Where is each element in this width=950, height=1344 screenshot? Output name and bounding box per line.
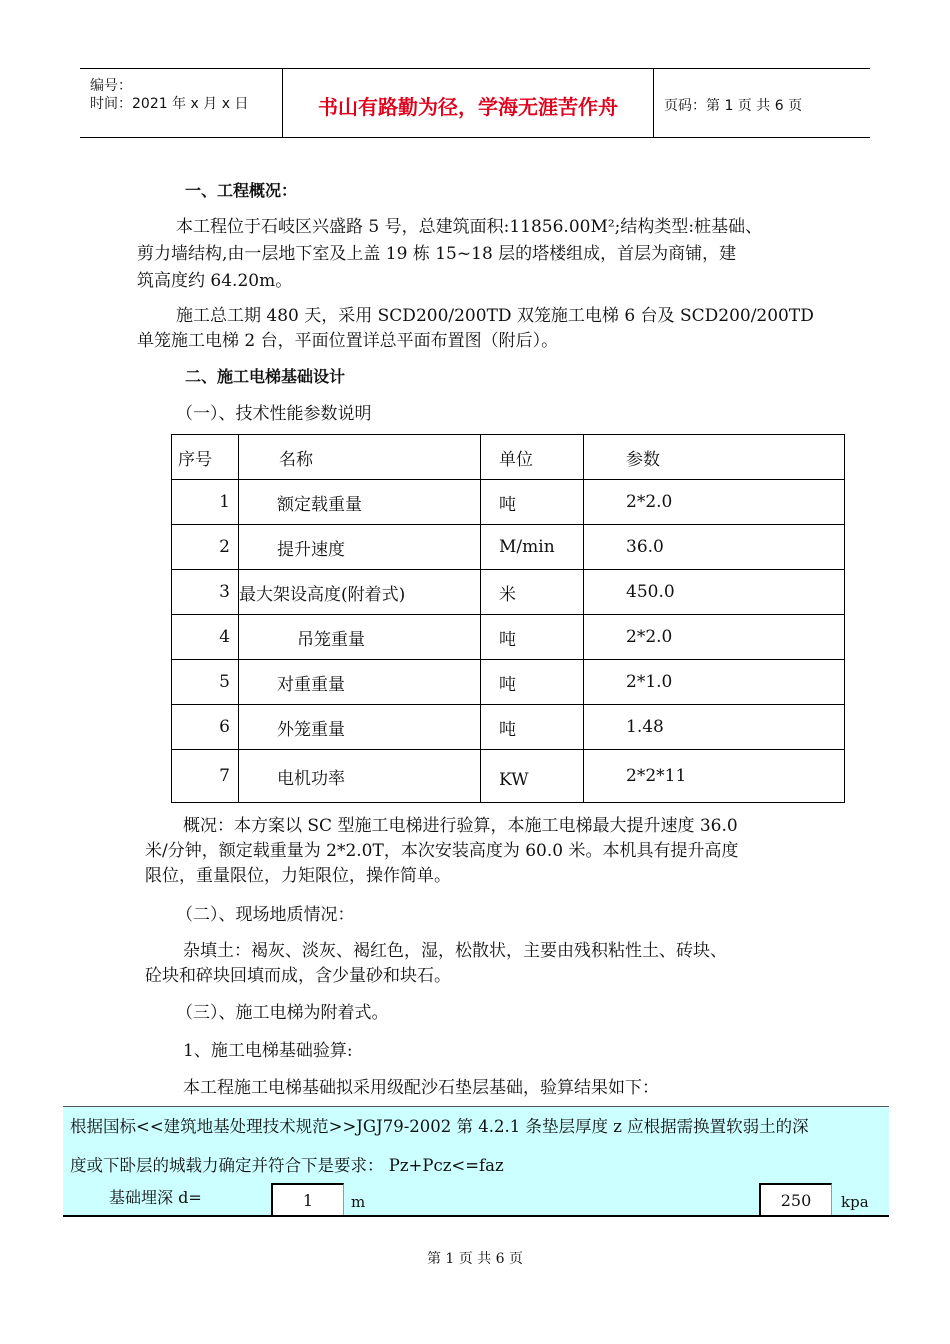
row-value: 2*1.0 bbox=[584, 660, 845, 705]
overview-line1: 概况：本方案以 SC 型施工电梯进行验算，本施工电梯最大提升速度 36.0 bbox=[183, 816, 738, 836]
calc-title: 1、施工电梯基础验算: bbox=[183, 1041, 353, 1061]
row-value: 1.48 bbox=[584, 705, 845, 750]
table-header-row bbox=[172, 435, 845, 480]
time-label: 时间：2021 年 x 月 x 日 bbox=[90, 96, 249, 112]
s1-para1-line2: 剪力墙结构,由一层地下室及上盖 19 栋 15~18 层的塔楼组成，首层为商铺，建 bbox=[137, 244, 737, 264]
table-row bbox=[172, 480, 845, 525]
calc-intro: 本工程施工电梯基础拟采用级配沙石垫层基础，验算结果如下： bbox=[183, 1078, 659, 1098]
section-1-title: 一、工程概况： bbox=[185, 181, 298, 200]
s1-para2-line2: 单笼施工电梯 2 台，平面位置详总平面布置图（附后）。 bbox=[137, 331, 559, 351]
header-page-cell bbox=[654, 69, 870, 137]
bearing-value-cell[interactable]: 250 bbox=[759, 1183, 832, 1215]
row-no: 7 bbox=[172, 750, 239, 803]
depth-value-cell[interactable]: 1 bbox=[271, 1183, 344, 1215]
subsection-2-title: （二）、现场地质情况： bbox=[176, 905, 355, 925]
depth-label: 基础埋深 d= bbox=[109, 1188, 202, 1207]
overview-line3: 限位，重量限位，力矩限位，操作简单。 bbox=[145, 866, 451, 886]
row-name: 对重重量 bbox=[239, 660, 481, 705]
row-name: 电机功率 bbox=[239, 750, 481, 803]
row-unit: M/min bbox=[481, 525, 584, 570]
row-no: 1 bbox=[172, 480, 239, 525]
header-motto-cell bbox=[283, 69, 654, 137]
row-unit: 吨 bbox=[481, 480, 584, 525]
subsection-3-title: （三）、施工电梯为附着式。 bbox=[176, 1003, 389, 1023]
geology-line1: 杂填土：褐灰、淡灰、褐红色，湿，松散状，主要由残积粘性土、砖块、 bbox=[183, 941, 727, 961]
row-name: 吊笼重量 bbox=[239, 615, 481, 660]
header-value: 参数 bbox=[584, 435, 845, 480]
page-header bbox=[80, 68, 870, 138]
row-unit: KW bbox=[481, 750, 584, 803]
table-row bbox=[172, 525, 845, 570]
row-name: 外笼重量 bbox=[239, 705, 481, 750]
header-meta-cell bbox=[80, 69, 283, 137]
row-name: 额定载重量 bbox=[239, 480, 481, 525]
bearing-unit: kpa bbox=[841, 1193, 869, 1211]
row-no: 6 bbox=[172, 705, 239, 750]
s1-para1-line1: 本工程位于石岐区兴盛路 5 号，总建筑面积:11856.00M²;结构类型:桩基础、 bbox=[176, 217, 763, 237]
row-value: 450.0 bbox=[584, 570, 845, 615]
row-value: 2*2.0 bbox=[584, 480, 845, 525]
table-row bbox=[172, 660, 845, 705]
row-unit: 吨 bbox=[481, 615, 584, 660]
table-row bbox=[172, 570, 845, 615]
overview-line2: 米/分钟，额定载重量为 2*2.0T，本次安装高度为 60.0 米。本机具有提升高度 bbox=[145, 841, 739, 861]
row-value: 2*2.0 bbox=[584, 615, 845, 660]
s1-para1-line3: 筑高度约 64.20m。 bbox=[137, 271, 293, 291]
row-name: 提升速度 bbox=[239, 525, 481, 570]
table-row bbox=[172, 750, 845, 803]
row-unit: 吨 bbox=[481, 660, 584, 705]
depth-unit: m bbox=[351, 1193, 366, 1211]
row-unit: 米 bbox=[481, 570, 584, 615]
geology-line2: 砼块和碎块回填而成，含少量砂和块石。 bbox=[145, 966, 451, 986]
calc-strip-line1: 根据国标<<建筑地基处理技术规范>>JGJ79-2002 第 4.2.1 条垫层厚度 z 应根据需换置软弱土的深 bbox=[70, 1117, 809, 1136]
page-label: 页码：第 1 页 共 6 页 bbox=[664, 98, 803, 114]
table-row bbox=[172, 615, 845, 660]
row-value: 36.0 bbox=[584, 525, 845, 570]
row-name: 最大架设高度(附着式) bbox=[239, 570, 481, 615]
row-no: 4 bbox=[172, 615, 239, 660]
calc-strip-line2: 度或下卧层的城载力确定并符合下是要求： Pz+Pcz<=faz bbox=[70, 1156, 504, 1175]
header-no: 序号 bbox=[172, 435, 239, 480]
row-no: 3 bbox=[172, 570, 239, 615]
s1-para2-line1: 施工总工期 480 天，采用 SCD200/200TD 双笼施工电梯 6 台及 SCD200/200TD bbox=[176, 306, 814, 326]
section-2-title: 二、施工电梯基础设计 bbox=[185, 367, 346, 386]
motto: 书山有路勤为径，学海无涯苦作舟 bbox=[318, 95, 618, 119]
header-unit: 单位 bbox=[481, 435, 584, 480]
code-label: 编号： bbox=[90, 78, 132, 94]
row-unit: 吨 bbox=[481, 705, 584, 750]
header-name: 名称 bbox=[239, 435, 481, 480]
page-footer: 第 1 页 共 6 页 bbox=[426, 1251, 524, 1267]
row-no: 2 bbox=[172, 525, 239, 570]
calc-strip bbox=[63, 1106, 889, 1217]
parameters-table bbox=[171, 434, 845, 803]
row-no: 5 bbox=[172, 660, 239, 705]
subsection-1-title: （一）、技术性能参数说明 bbox=[176, 404, 372, 424]
table-row bbox=[172, 705, 845, 750]
row-value: 2*2*11 bbox=[584, 750, 845, 803]
